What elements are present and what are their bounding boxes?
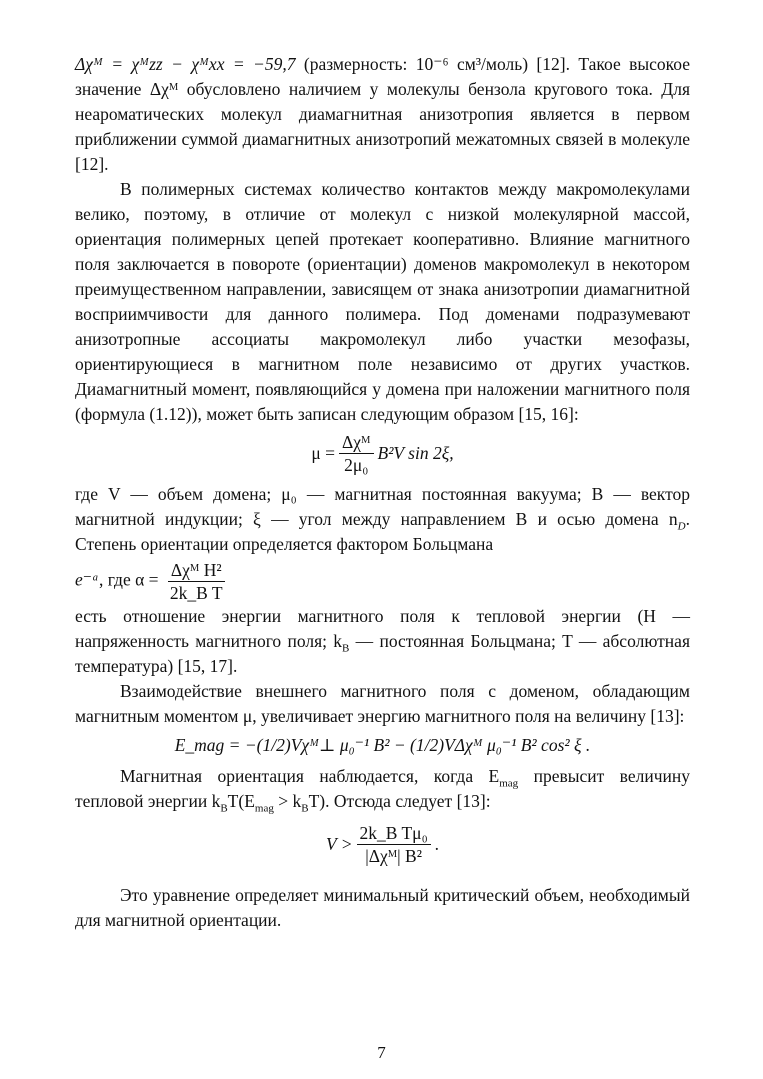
- equation-mu-lhs: μ =: [311, 443, 336, 463]
- paragraph-5-part-d: > k: [273, 791, 302, 811]
- subscript-b-2: B: [220, 802, 228, 815]
- subscript-mag-2: mag: [254, 802, 274, 815]
- paragraph-5-part-b: превысит величину тепловой энергии k: [75, 766, 690, 811]
- equation-volume-tail: .: [434, 834, 440, 854]
- equation-mu: [75, 431, 690, 476]
- subscript-d: D: [677, 520, 686, 533]
- equation-volume: [75, 822, 690, 867]
- alpha-numerator: Δχᴹ H²: [168, 559, 225, 582]
- paragraph-3-continued: [75, 604, 690, 679]
- equation-mu-rhs: B²V sin 2ξ,: [377, 443, 454, 463]
- equation-mu-fraction: [339, 431, 373, 476]
- subscript-b: B: [342, 642, 350, 655]
- equation-delta-chi: Δχᴹ = χᴹzz − χᴹxx = −59,7: [75, 54, 296, 74]
- equation-emag: [75, 733, 690, 758]
- subscript-b-3: B: [301, 802, 309, 815]
- paragraph-3-part-d: есть отношение энергии магнитного поля к тепловой энергии (H — напряженность магнитного поля; k: [75, 606, 690, 651]
- equation-mu-denominator: 2μ₀: [344, 455, 369, 475]
- paragraph-2: В полимерных системах количество контактов между макромолекулами велико, поэтому, в отличие от молекул с низкой молекулярной массой, ориентация полимерных цепей протекает кооперативно. Влияние магнитного поля заключается в повороте (ориентации) доменов макромолекул в некотором преимущественном направлении, зависящем от знака анизотропии диамагнитной восприимчивости для данного полимера. Под доменами подразумевают анизотропные ассоциаты макромолекул либо участки мезофазы, ориентирующиеся в магнитном поле независимо от других участков. Диамагнитный момент, появляющийся у домена при наложении магнитного поля (формула (1.12)), может быть записан следующим образом [15, 16]:: [75, 179, 690, 424]
- equation-mu-numerator: Δχᴹ: [339, 431, 373, 454]
- paragraph-3-formula-line: [75, 559, 690, 604]
- paper-page: [75, 52, 690, 933]
- paragraph-1: [75, 52, 690, 177]
- alpha-denominator: 2k_B T: [169, 583, 223, 603]
- paragraph-3-part-a: где V — объем домена; μ₀ — магнитная постоянная вакуума; B — вектор магнитной индукции; ξ — угол между направлением B и осью домена n: [75, 484, 690, 529]
- equation-volume-denominator: |Δχᴹ| B²: [365, 846, 422, 866]
- paragraph-3: [75, 482, 690, 557]
- paragraph-4: Взаимодействие внешнего магнитного поля с доменом, обладающим магнитным моментом μ, увеличивает энергию магнитного поля на величину [13]:: [75, 681, 690, 726]
- equation-volume-numerator: 2k_B Tμ₀: [357, 822, 431, 845]
- equation-emag-text: E_mag = −(1/2)Vχᴹ⊥ μ₀⁻¹ B² − (1/2)VΔχᴹ μ₀⁻¹ B² cos² ξ .: [174, 735, 591, 755]
- paragraph-3-part-c: , где α =: [98, 569, 159, 590]
- paragraph-5-part-a: Магнитная ориентация наблюдается, когда E: [120, 766, 500, 786]
- paragraph-1-text: (размерность: 10⁻⁶ см³/моль) [12]. Такое высокое значение Δχᴹ обусловлено наличием у молекулы бензола кругового тока. Для неароматических молекул диамагнитная анизотропия является в первом приближении суммой диамагнитных анизотропий межатомных связей в молекуле [12].: [75, 54, 690, 174]
- subscript-mag: mag: [499, 777, 519, 790]
- paragraph-3-part-e: — постоянная Больцмана; T — абсолютная температура) [15, 17].: [75, 631, 690, 676]
- equation-volume-fraction: [357, 822, 431, 867]
- paragraph-6: Это уравнение определяет минимальный критический объем, необходимый для магнитной ориентации.: [75, 885, 690, 930]
- alpha-fraction: [167, 559, 226, 604]
- boltzmann-factor: e⁻ᵃ: [75, 569, 99, 590]
- paragraph-5: [75, 764, 690, 814]
- page-number: 7: [377, 1043, 386, 1062]
- equation-volume-lhs: V >: [325, 834, 353, 854]
- paragraph-3-part-b: . Степень ориентации определяется фактором Больцмана: [75, 509, 690, 554]
- paragraph-5-part-c: T(E: [227, 791, 255, 811]
- paragraph-5-part-e: T). Отсюда следует [13]:: [308, 791, 491, 811]
